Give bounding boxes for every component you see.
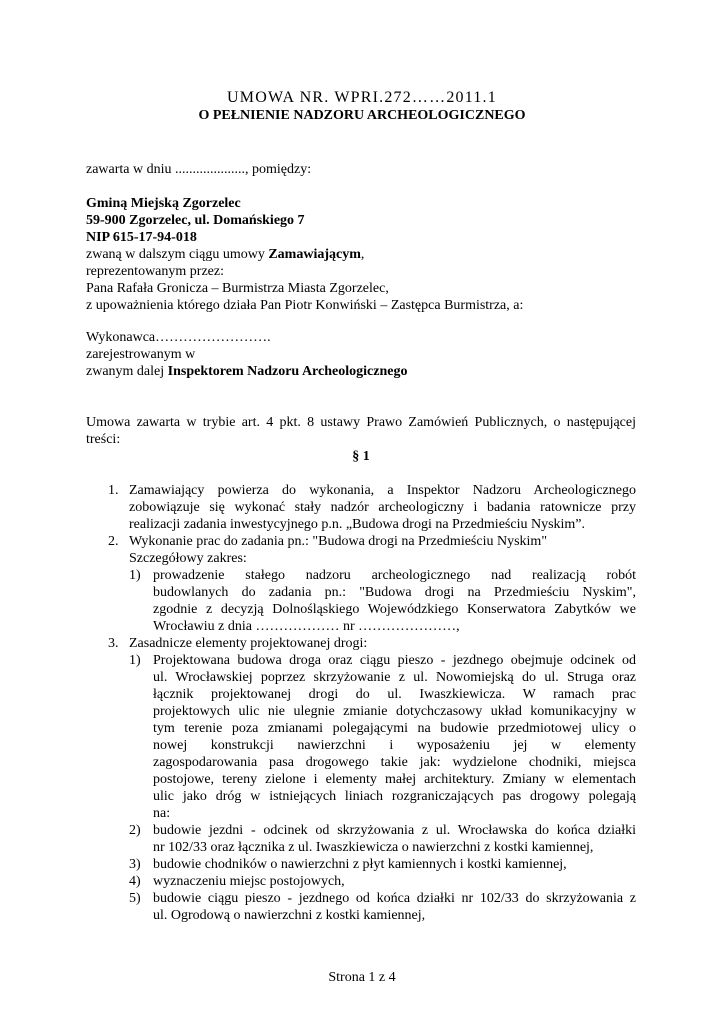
item-3-1-line: projektowych ulic nie ulegnie zmianie dotychczasowy układ komunikacyjny w — [153, 704, 636, 719]
client-role-line: zwaną w dalszym ciągu umowy Zamawiającym, — [86, 247, 365, 262]
client-rep-label: reprezentowanym przez: — [86, 264, 224, 279]
item-3-2-number: 2) — [129, 823, 141, 838]
item-3-1-text — [153, 652, 636, 822]
item-3-5-line: ul. Ogrodową o nawierzchni z kostki kamiennej, — [153, 908, 426, 923]
item-3-4-text — [153, 873, 636, 890]
item-3-4-line: wyznaczeniu miejsc postojowych, — [153, 874, 345, 889]
item-1-line: realizacji zadania inwestycyjnego p.n. „Budowa drogi na Przedmieściu Nyskim”. — [129, 517, 586, 532]
page-footer: Strona 1 z 4 — [328, 970, 396, 985]
contractor-role-line: zwanym dalej Inspektorem Nadzoru Archeologicznego — [86, 364, 408, 379]
client-address: 59-900 Zgorzelec, ul. Domańskiego 7 — [86, 213, 305, 228]
item-1-line: Zamawiający powierza do wykonania, a Inspektor Nadzoru Archeologicznego — [129, 483, 636, 498]
contract-subtitle: O PEŁNIENIE NADZORU ARCHEOLOGICZNEGO — [198, 108, 526, 123]
item-3-1-line: tym terenie poza zmianami polegającymi na budowie przedmiotowej ulicy o — [153, 721, 636, 736]
client-name: Gminą Miejską Zgorzelec — [86, 196, 241, 211]
item-2-1-number: 1) — [129, 568, 141, 583]
basis-line-1: Umowa zawarta w trybie art. 4 pkt. 8 ustawy Prawo Zamówień Publicznych, o następującej — [86, 415, 636, 430]
item-3-5-line: budowie ciągu pieszo - jezdnego od końca działki nr 102/33 do skrzyżowania z — [153, 891, 636, 906]
party-client — [86, 195, 636, 314]
client-authorization: z upoważnienia którego działa Pan Piotr Konwiński – Zastępca Burmistrza, a: — [86, 298, 524, 313]
client-role: Zamawiającym — [268, 247, 361, 262]
intro-line: zawarta w dniu ...................., pomiędzy: — [86, 162, 312, 177]
item-3-1-line: postojowe, tereny zielone i elementy małej architektury. Zmiany w elementach — [153, 772, 636, 787]
item-2-1-line: budowlanych do zadania pn.: "Budowa drogi na Przedmieściu Nyskim", — [153, 585, 636, 600]
contract-title: UMOWA NR. WPRI.272……2011.1 — [227, 89, 497, 106]
item-2-line: Wykonanie prac do zadania pn.: "Budowa drogi na Przedmieściu Nyskim" — [129, 534, 548, 549]
contractor-name: Wykonawca……………………. — [86, 330, 271, 345]
item-2-text — [129, 533, 636, 567]
contractor-role: Inspektorem Nadzoru Archeologicznego — [167, 364, 408, 379]
item-3-1-line: ul. Wrocławskiej poprzez skrzyżowanie z ul. Nowomiejską do ul. Struga oraz — [153, 670, 636, 685]
item-3-4-number: 4) — [129, 874, 141, 889]
item-3-2-text — [153, 822, 636, 856]
contract-basis — [86, 414, 636, 448]
item-1-number: 1. — [108, 483, 119, 498]
item-2-1-line: zgodnie z decyzją Dolnośląskiego Wojewódzkiego Konserwatora Zabytków we — [153, 602, 636, 617]
item-3-1-line: łącznik projektowanej drogi do ul. Iwaszkiewicza. W ramach prac — [153, 687, 636, 702]
item-3-1-line: na: — [153, 806, 171, 821]
item-1-line: zobowiązuje się wykonać stały nadzór archeologiczny i badania ratownicze przy — [129, 500, 636, 515]
client-representative: Pana Rafała Gronicza – Burmistrza Miasta Zgorzelec, — [86, 281, 389, 296]
party-contractor — [86, 329, 636, 380]
item-3-1-line: nowej konstrukcji nawierzchni i wyposażeniu jej w elementy — [153, 738, 636, 753]
item-3-1-number: 1) — [129, 653, 141, 668]
item-3-1-line: zagospodarowania pasa drogowego takie jak: wydzielone chodniki, miejsca — [153, 755, 636, 770]
item-3-3-text — [153, 856, 636, 873]
item-3-number: 3. — [108, 636, 119, 651]
item-3-2-line: nr 102/33 oraz łącznika z ul. Iwaszkiewicza o nawierzchni z kostki kamiennej, — [153, 840, 594, 855]
item-2-1-text — [153, 567, 636, 635]
item-2-line: Szczegółowy zakres: — [129, 551, 247, 566]
item-2-1-line: prowadzenie stałego nadzoru archeologicznego nad realizacją robót — [153, 568, 636, 583]
item-3-3-line: budowie chodników o nawierzchni z płyt kamiennych i kostki kamiennej, — [153, 857, 567, 872]
item-3-1-line: Projektowana budowa droga oraz ciągu pieszo - jezdnego obejmuje odcinek od — [153, 653, 636, 668]
contractor-registered: zarejestrowanym w — [86, 347, 196, 362]
item-3-1-line: ulic jako dróg w istniejących liniach rozgraniczających pas drogowy polegają — [153, 789, 636, 804]
item-3-2-line: budowie jezdni - odcinek od skrzyżowania z ul. Wrocławska do końca działki — [153, 823, 636, 838]
item-2-number: 2. — [108, 534, 119, 549]
client-nip: NIP 615-17-94-018 — [86, 230, 197, 245]
item-1-text — [129, 482, 636, 533]
item-2-1-line: Wrocławiu z dnia ……………… nr …………………, — [153, 619, 460, 634]
item-3-line: Zasadnicze elementy projektowanej drogi: — [129, 636, 368, 651]
item-3-5-text — [153, 890, 636, 924]
basis-line-2: treści: — [86, 432, 121, 447]
section-heading: § 1 — [352, 449, 370, 464]
item-3-3-number: 3) — [129, 857, 141, 872]
item-3-5-number: 5) — [129, 891, 141, 906]
item-3-text — [129, 635, 636, 652]
